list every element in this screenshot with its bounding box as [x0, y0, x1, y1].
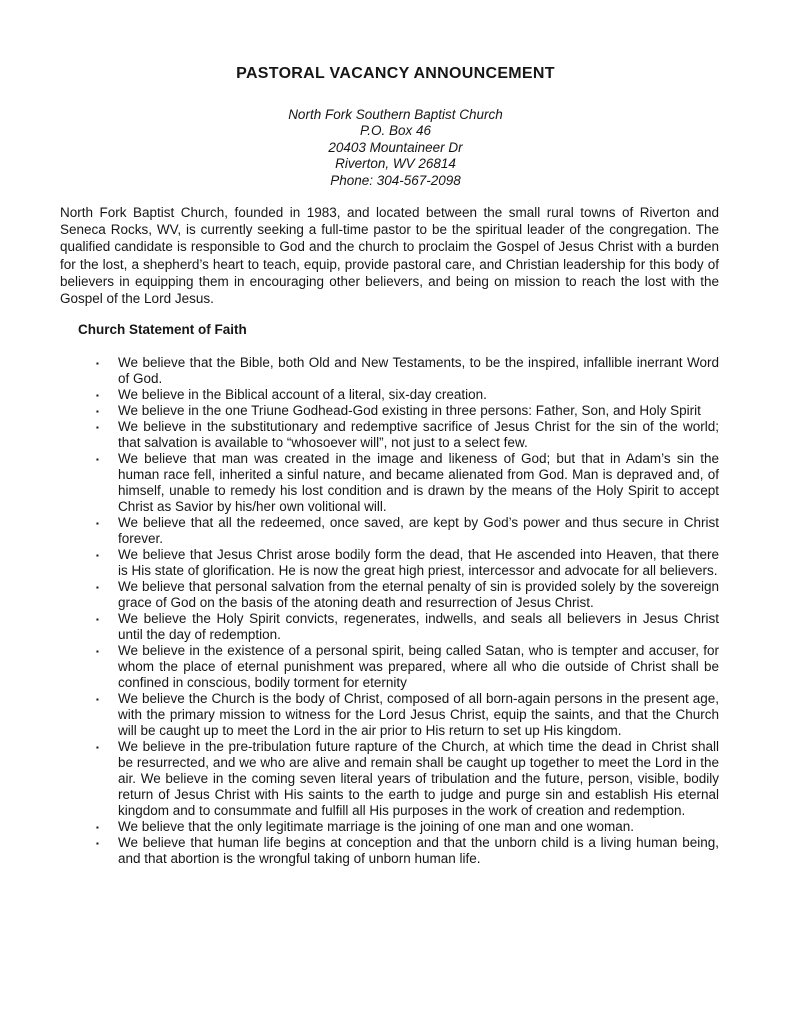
- list-item: [60, 355, 719, 387]
- list-item: [60, 835, 719, 867]
- address-line-phone: Phone: 304-567-2098: [330, 172, 461, 188]
- address-line-church-name: North Fork Southern Baptist Church: [288, 107, 503, 122]
- belief-text: We believe in the Biblical account of a literal, six-day creation.: [118, 387, 487, 403]
- bullet-icon: ▪: [96, 391, 99, 401]
- intro-paragraph: North Fork Baptist Church, founded in 1983, and located between the small rural towns of Riverton and Seneca Rocks, WV, is currently seeking a full-time pastor to be the spiritual leader of the congregation. The qualified candidate is responsible to God and the church to proclaim the Gospel of Jesus Christ with a burden for the lost, a shepherd’s heart to teach, equip, provide pastoral care, and Christian leadership for this body of believers in equipping them in encouraging other believers, and being on mission to reach the lost with the Gospel of the Lord Jesus.: [60, 205, 719, 307]
- list-item: [60, 579, 719, 611]
- document-header: [0, 64, 791, 189]
- belief-text: We believe in the pre-tribulation future rapture of the Church, at which time the dead in Christ shall be resurrected, and we who are alive and remain shall be caught up together to meet the Lord in the air. We believe in the coming seven literal years of tribulation and the future, person, visible, bodily return of Jesus Christ with His saints to the earth to judge and purge sin and establish His eternal kingdom and to consummate and fulfill all His purposes in the work of creation and redemption.: [118, 739, 719, 819]
- list-item: [60, 691, 719, 739]
- belief-text: We believe in the one Triune Godhead-God existing in three persons: Father, Son, and Holy Spirit: [118, 403, 701, 419]
- bullet-icon: ▪: [96, 455, 99, 465]
- bullet-icon: ▪: [96, 583, 99, 593]
- list-item: [60, 451, 719, 515]
- list-item: [60, 515, 719, 547]
- section-heading: Church Statement of Faith: [78, 322, 247, 338]
- belief-text: We believe that all the redeemed, once saved, are kept by God’s power and thus secure in Christ forever.: [118, 515, 719, 547]
- bullet-icon: ▪: [96, 519, 99, 529]
- address-line-po-box: P.O. Box 46: [359, 123, 432, 139]
- list-item: [60, 739, 719, 819]
- belief-text: We believe that man was created in the image and likeness of God; but that in Adam’s sin the human race fell, inherited a sinful nature, and became alienated from God. Man is depraved and, of himself, unable to remedy his lost condition and is drawn by the means of the Holy Spirit to accept Christ as Savior by his/her own volitional will.: [118, 451, 719, 515]
- bullet-icon: ▪: [96, 839, 99, 849]
- bullet-icon: ▪: [96, 615, 99, 625]
- address-line-street: 20403 Mountaineer Dr: [328, 139, 463, 155]
- bullet-icon: ▪: [96, 743, 99, 753]
- belief-text: We believe that the only legitimate marriage is the joining of one man and one woman.: [118, 819, 635, 835]
- belief-text: We believe that Jesus Christ arose bodily form the dead, that He ascended into Heaven, that there is His state of glorification. He is now the great high priest, intercessor and advocate for all believers.: [118, 547, 719, 579]
- church-address-block: [0, 107, 791, 189]
- list-item: [60, 643, 719, 691]
- belief-text: We believe in the existence of a personal spirit, being called Satan, who is tempter and accuser, for whom the place of eternal punishment was prepared, where all who die outside of Christ shall be confined in conscious, bodily torment for eternity: [118, 643, 719, 691]
- bullet-icon: ▪: [96, 407, 99, 417]
- list-item: [60, 419, 719, 451]
- bullet-icon: ▪: [96, 823, 99, 833]
- list-item: [60, 547, 719, 579]
- beliefs-list: [60, 355, 719, 867]
- belief-text: We believe that the Bible, both Old and New Testaments, to be the inspired, infallible inerrant Word of God.: [118, 355, 719, 387]
- bullet-icon: ▪: [96, 647, 99, 657]
- address-line-city-state-zip: Riverton, WV 26814: [335, 156, 456, 172]
- document-body: [0, 204, 791, 867]
- list-item: [60, 403, 719, 419]
- belief-text: We believe in the substitutionary and redemptive sacrifice of Jesus Christ for the sin of the world; that salvation is available to “whosoever will”, not just to a select few.: [118, 419, 719, 451]
- belief-text: We believe the Holy Spirit convicts, regenerates, indwells, and seals all believers in Jesus Christ until the day of redemption.: [118, 611, 719, 643]
- list-item: [60, 819, 719, 835]
- list-item: [60, 387, 719, 403]
- belief-text: We believe that human life begins at conception and that the unborn child is a living human being, and that abortion is the wrongful taking of unborn human life.: [118, 835, 719, 867]
- list-item: [60, 611, 719, 643]
- belief-text: We believe that personal salvation from the eternal penalty of sin is provided solely by the sovereign grace of God on the basis of the atoning death and resurrection of Jesus Christ.: [118, 579, 719, 611]
- bullet-icon: ▪: [96, 423, 99, 433]
- bullet-icon: ▪: [96, 359, 99, 369]
- page-title: PASTORAL VACANCY ANNOUNCEMENT: [236, 65, 555, 82]
- belief-text: We believe the Church is the body of Christ, composed of all born-again persons in the present age, with the primary mission to witness for the Lord Jesus Christ, equip the saints, and that the Church will be caught up to meet the Lord in the air prior to His return to set up His kingdom.: [118, 691, 719, 739]
- bullet-icon: ▪: [96, 695, 99, 705]
- bullet-icon: ▪: [96, 551, 99, 561]
